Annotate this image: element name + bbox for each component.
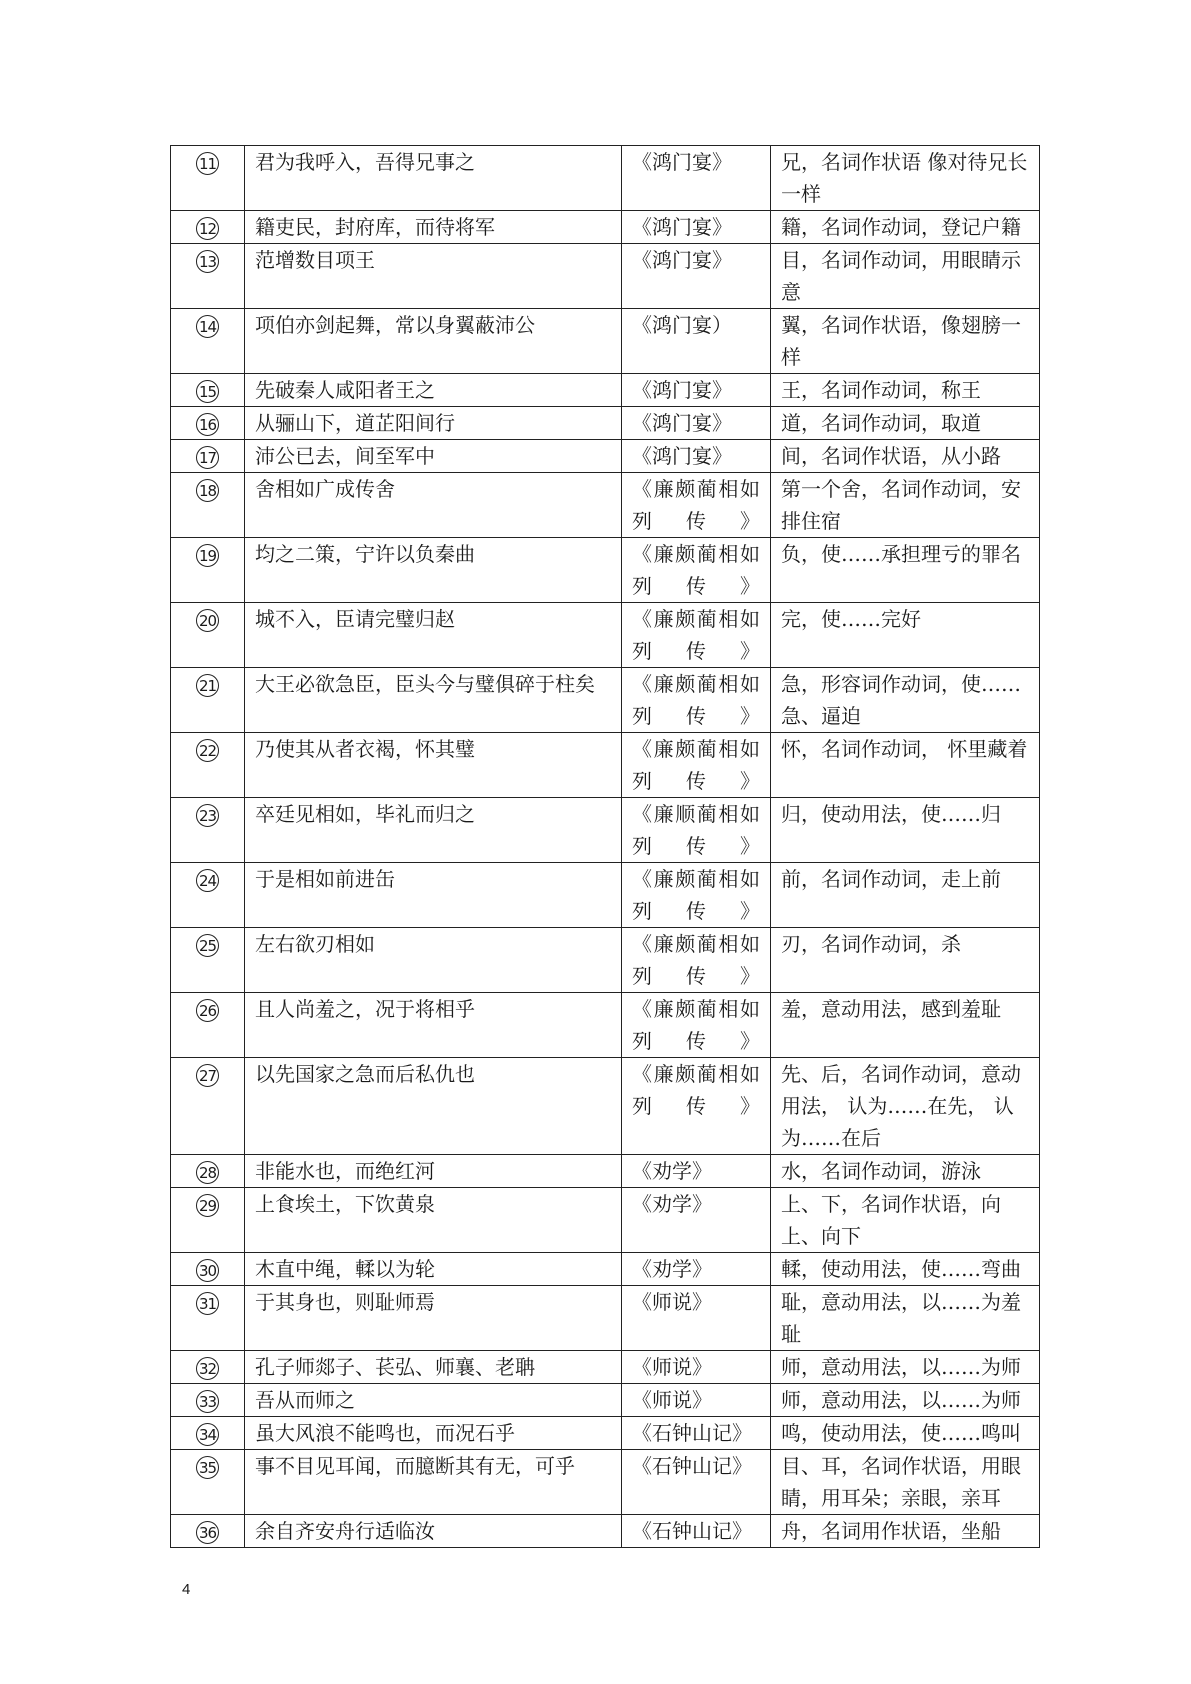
page-number: 4 <box>182 1581 191 1598</box>
sentence-cell: 君为我呼入，吾得兄事之 <box>245 146 622 211</box>
source-cell: 《劝学》 <box>622 1253 771 1286</box>
explanation-cell: 刃，名词作动词，杀 <box>771 928 1040 993</box>
sentence-cell: 范增数目项王 <box>245 244 622 309</box>
row-number: 13 <box>196 250 219 273</box>
row-number-cell <box>171 1450 245 1515</box>
sentence-cell: 孔子师郯子、苌弘、师襄、老聃 <box>245 1351 622 1384</box>
content-table <box>170 145 1040 1548</box>
table-row <box>171 733 1040 798</box>
table-row <box>171 440 1040 473</box>
row-number-cell <box>171 733 245 798</box>
row-number-cell <box>171 603 245 668</box>
source-cell: 《廉颇蔺相如列传》 <box>622 1058 771 1155</box>
row-number: 16 <box>196 413 219 436</box>
row-number: 32 <box>196 1357 219 1380</box>
row-number: 15 <box>196 380 219 403</box>
row-number: 18 <box>196 479 219 502</box>
sentence-cell: 从骊山下，道芷阳间行 <box>245 407 622 440</box>
row-number: 20 <box>196 609 219 632</box>
sentence-cell: 吾从而师之 <box>245 1384 622 1417</box>
table-row <box>171 1515 1040 1548</box>
row-number-cell <box>171 374 245 407</box>
row-number: 34 <box>196 1423 219 1446</box>
source-cell: 《劝学》 <box>622 1155 771 1188</box>
source-cell: 《廉颇蔺相如列传》 <box>622 473 771 538</box>
explanation-cell: 师，意动用法，以……为师 <box>771 1351 1040 1384</box>
row-number: 24 <box>196 869 219 892</box>
row-number: 21 <box>196 674 219 697</box>
source-cell: 《师说》 <box>622 1351 771 1384</box>
row-number-cell <box>171 473 245 538</box>
sentence-cell: 均之二策，宁许以负秦曲 <box>245 538 622 603</box>
explanation-cell: 师，意动用法，以……为师 <box>771 1384 1040 1417</box>
row-number-cell <box>171 668 245 733</box>
source-cell: 《廉颇蔺相如列传》 <box>622 733 771 798</box>
row-number: 35 <box>196 1456 219 1479</box>
table-row <box>171 993 1040 1058</box>
source-cell: 《廉颇蔺相如列传》 <box>622 993 771 1058</box>
explanation-cell: 前，名词作动词，走上前 <box>771 863 1040 928</box>
sentence-cell: 籍吏民，封府库，而待将军 <box>245 211 622 244</box>
row-number-cell <box>171 538 245 603</box>
row-number: 25 <box>196 934 219 957</box>
explanation-cell: 兄，名词作状语 像对待兄长一样 <box>771 146 1040 211</box>
table-row <box>171 538 1040 603</box>
sentence-cell: 非能水也，而绝红河 <box>245 1155 622 1188</box>
sentence-cell: 于是相如前进缶 <box>245 863 622 928</box>
row-number: 12 <box>196 217 219 240</box>
explanation-cell: 鸣，使动用法，使……鸣叫 <box>771 1417 1040 1450</box>
explanation-cell: 上、下，名词作状语，向上、向下 <box>771 1188 1040 1253</box>
explanation-cell: 先、后，名词作动词，意动用法， 认为……在先， 认为……在后 <box>771 1058 1040 1155</box>
source-cell: 《师说》 <box>622 1286 771 1351</box>
row-number-cell <box>171 1253 245 1286</box>
row-number: 27 <box>196 1064 219 1087</box>
row-number-cell <box>171 1286 245 1351</box>
explanation-cell: 翼，名词作状语，像翅膀一样 <box>771 309 1040 374</box>
table-row <box>171 1286 1040 1351</box>
row-number: 11 <box>196 152 219 175</box>
explanation-cell: 目，名词作动词，用眼睛示意 <box>771 244 1040 309</box>
explanation-cell: 王，名词作动词，称王 <box>771 374 1040 407</box>
table-row <box>171 407 1040 440</box>
explanation-cell: 羞，意动用法，感到羞耻 <box>771 993 1040 1058</box>
sentence-cell: 舍相如广成传舍 <box>245 473 622 538</box>
row-number-cell <box>171 1384 245 1417</box>
table-row <box>171 1351 1040 1384</box>
source-cell: 《鸿门宴》 <box>622 374 771 407</box>
table-row <box>171 603 1040 668</box>
row-number: 36 <box>196 1521 219 1544</box>
source-cell: 《廉颇蔺相如列传》 <box>622 863 771 928</box>
sentence-cell: 上食埃土，下饮黄泉 <box>245 1188 622 1253</box>
table-row <box>171 146 1040 211</box>
row-number-cell <box>171 863 245 928</box>
source-cell: 《鸿门宴》 <box>622 211 771 244</box>
explanation-cell: 輮，使动用法，使……弯曲 <box>771 1253 1040 1286</box>
row-number-cell <box>171 440 245 473</box>
table-body <box>171 146 1040 1548</box>
row-number: 29 <box>196 1194 219 1217</box>
table-row <box>171 473 1040 538</box>
row-number-cell <box>171 928 245 993</box>
row-number-cell <box>171 211 245 244</box>
row-number: 28 <box>196 1161 219 1184</box>
sentence-cell: 大王必欲急臣，臣头今与璧俱碎于柱矣 <box>245 668 622 733</box>
explanation-cell: 间，名词作状语，从小路 <box>771 440 1040 473</box>
sentence-cell: 卒廷见相如，毕礼而归之 <box>245 798 622 863</box>
source-cell: 《鸿门宴》 <box>622 440 771 473</box>
row-number: 22 <box>196 739 219 762</box>
table-row <box>171 668 1040 733</box>
table-row <box>171 928 1040 993</box>
sentence-cell: 木直中绳，輮以为轮 <box>245 1253 622 1286</box>
sentence-cell: 以先国家之急而后私仇也 <box>245 1058 622 1155</box>
row-number: 31 <box>196 1292 219 1315</box>
table-row <box>171 1450 1040 1515</box>
row-number-cell <box>171 244 245 309</box>
row-number: 14 <box>196 315 219 338</box>
sentence-cell: 先破秦人咸阳者王之 <box>245 374 622 407</box>
sentence-cell: 虽大风浪不能鸣也，而况石乎 <box>245 1417 622 1450</box>
sentence-cell: 于其身也，则耻师焉 <box>245 1286 622 1351</box>
table-row <box>171 798 1040 863</box>
sentence-cell: 左右欲刃相如 <box>245 928 622 993</box>
row-number: 23 <box>196 804 219 827</box>
explanation-cell: 完，使……完好 <box>771 603 1040 668</box>
source-cell: 《劝学》 <box>622 1188 771 1253</box>
sentence-cell: 且人尚羞之，况于将相乎 <box>245 993 622 1058</box>
source-cell: 《鸿门宴》 <box>622 146 771 211</box>
row-number-cell <box>171 1515 245 1548</box>
row-number-cell <box>171 407 245 440</box>
table-row <box>171 1417 1040 1450</box>
explanation-cell: 归，使动用法，使……归 <box>771 798 1040 863</box>
source-cell: 《廉颇蔺相如列传》 <box>622 928 771 993</box>
table-row <box>171 1384 1040 1417</box>
row-number: 26 <box>196 999 219 1022</box>
table-row <box>171 374 1040 407</box>
source-cell: 《廉颇蔺相如列传》 <box>622 538 771 603</box>
row-number-cell <box>171 146 245 211</box>
sentence-cell: 城不入，臣请完璧归赵 <box>245 603 622 668</box>
sentence-cell: 余自齐安舟行适临汝 <box>245 1515 622 1548</box>
table-row <box>171 244 1040 309</box>
source-cell: 《石钟山记》 <box>622 1450 771 1515</box>
explanation-cell: 目、耳，名词作状语，用眼睛，用耳朵；亲眼，亲耳 <box>771 1450 1040 1515</box>
row-number-cell <box>171 1417 245 1450</box>
table-row <box>171 211 1040 244</box>
row-number-cell <box>171 1188 245 1253</box>
source-cell: 《石钟山记》 <box>622 1515 771 1548</box>
sentence-cell: 沛公已去，间至军中 <box>245 440 622 473</box>
row-number: 19 <box>196 544 219 567</box>
sentence-cell: 事不目见耳闻，而臆断其有无，可乎 <box>245 1450 622 1515</box>
sentence-cell: 乃使其从者衣褐，怀其璧 <box>245 733 622 798</box>
row-number: 17 <box>196 446 219 469</box>
table-row <box>171 863 1040 928</box>
row-number-cell <box>171 1155 245 1188</box>
source-cell: 《鸿门宴》 <box>622 244 771 309</box>
explanation-cell: 道，名词作动词，取道 <box>771 407 1040 440</box>
table-row <box>171 1188 1040 1253</box>
explanation-cell: 耻，意动用法，以……为羞耻 <box>771 1286 1040 1351</box>
row-number-cell <box>171 993 245 1058</box>
row-number: 30 <box>196 1259 219 1282</box>
source-cell: 《廉顺蔺相如列传》 <box>622 798 771 863</box>
row-number-cell <box>171 1058 245 1155</box>
explanation-cell: 负，使……承担理亏的罪名 <box>771 538 1040 603</box>
source-cell: 《鸿门宴》 <box>622 407 771 440</box>
row-number: 33 <box>196 1390 219 1413</box>
source-cell: 《鸿门宴） <box>622 309 771 374</box>
explanation-cell: 舟，名词用作状语，坐船 <box>771 1515 1040 1548</box>
source-cell: 《石钟山记》 <box>622 1417 771 1450</box>
sentence-cell: 项伯亦剑起舞，常以身翼蔽沛公 <box>245 309 622 374</box>
explanation-cell: 怀，名词作动词， 怀里藏着 <box>771 733 1040 798</box>
explanation-cell: 第一个舍，名词作动词，安排住宿 <box>771 473 1040 538</box>
row-number-cell <box>171 309 245 374</box>
explanation-cell: 水，名词作动词，游泳 <box>771 1155 1040 1188</box>
row-number-cell <box>171 1351 245 1384</box>
row-number-cell <box>171 798 245 863</box>
table-row <box>171 1253 1040 1286</box>
source-cell: 《廉颇蔺相如列传》 <box>622 603 771 668</box>
source-cell: 《廉颇蔺相如列传》 <box>622 668 771 733</box>
explanation-cell: 籍，名词作动词，登记户籍 <box>771 211 1040 244</box>
table-row <box>171 1058 1040 1155</box>
table-row <box>171 1155 1040 1188</box>
table-row <box>171 309 1040 374</box>
explanation-cell: 急，形容词作动词，使……急、逼迫 <box>771 668 1040 733</box>
source-cell: 《师说》 <box>622 1384 771 1417</box>
